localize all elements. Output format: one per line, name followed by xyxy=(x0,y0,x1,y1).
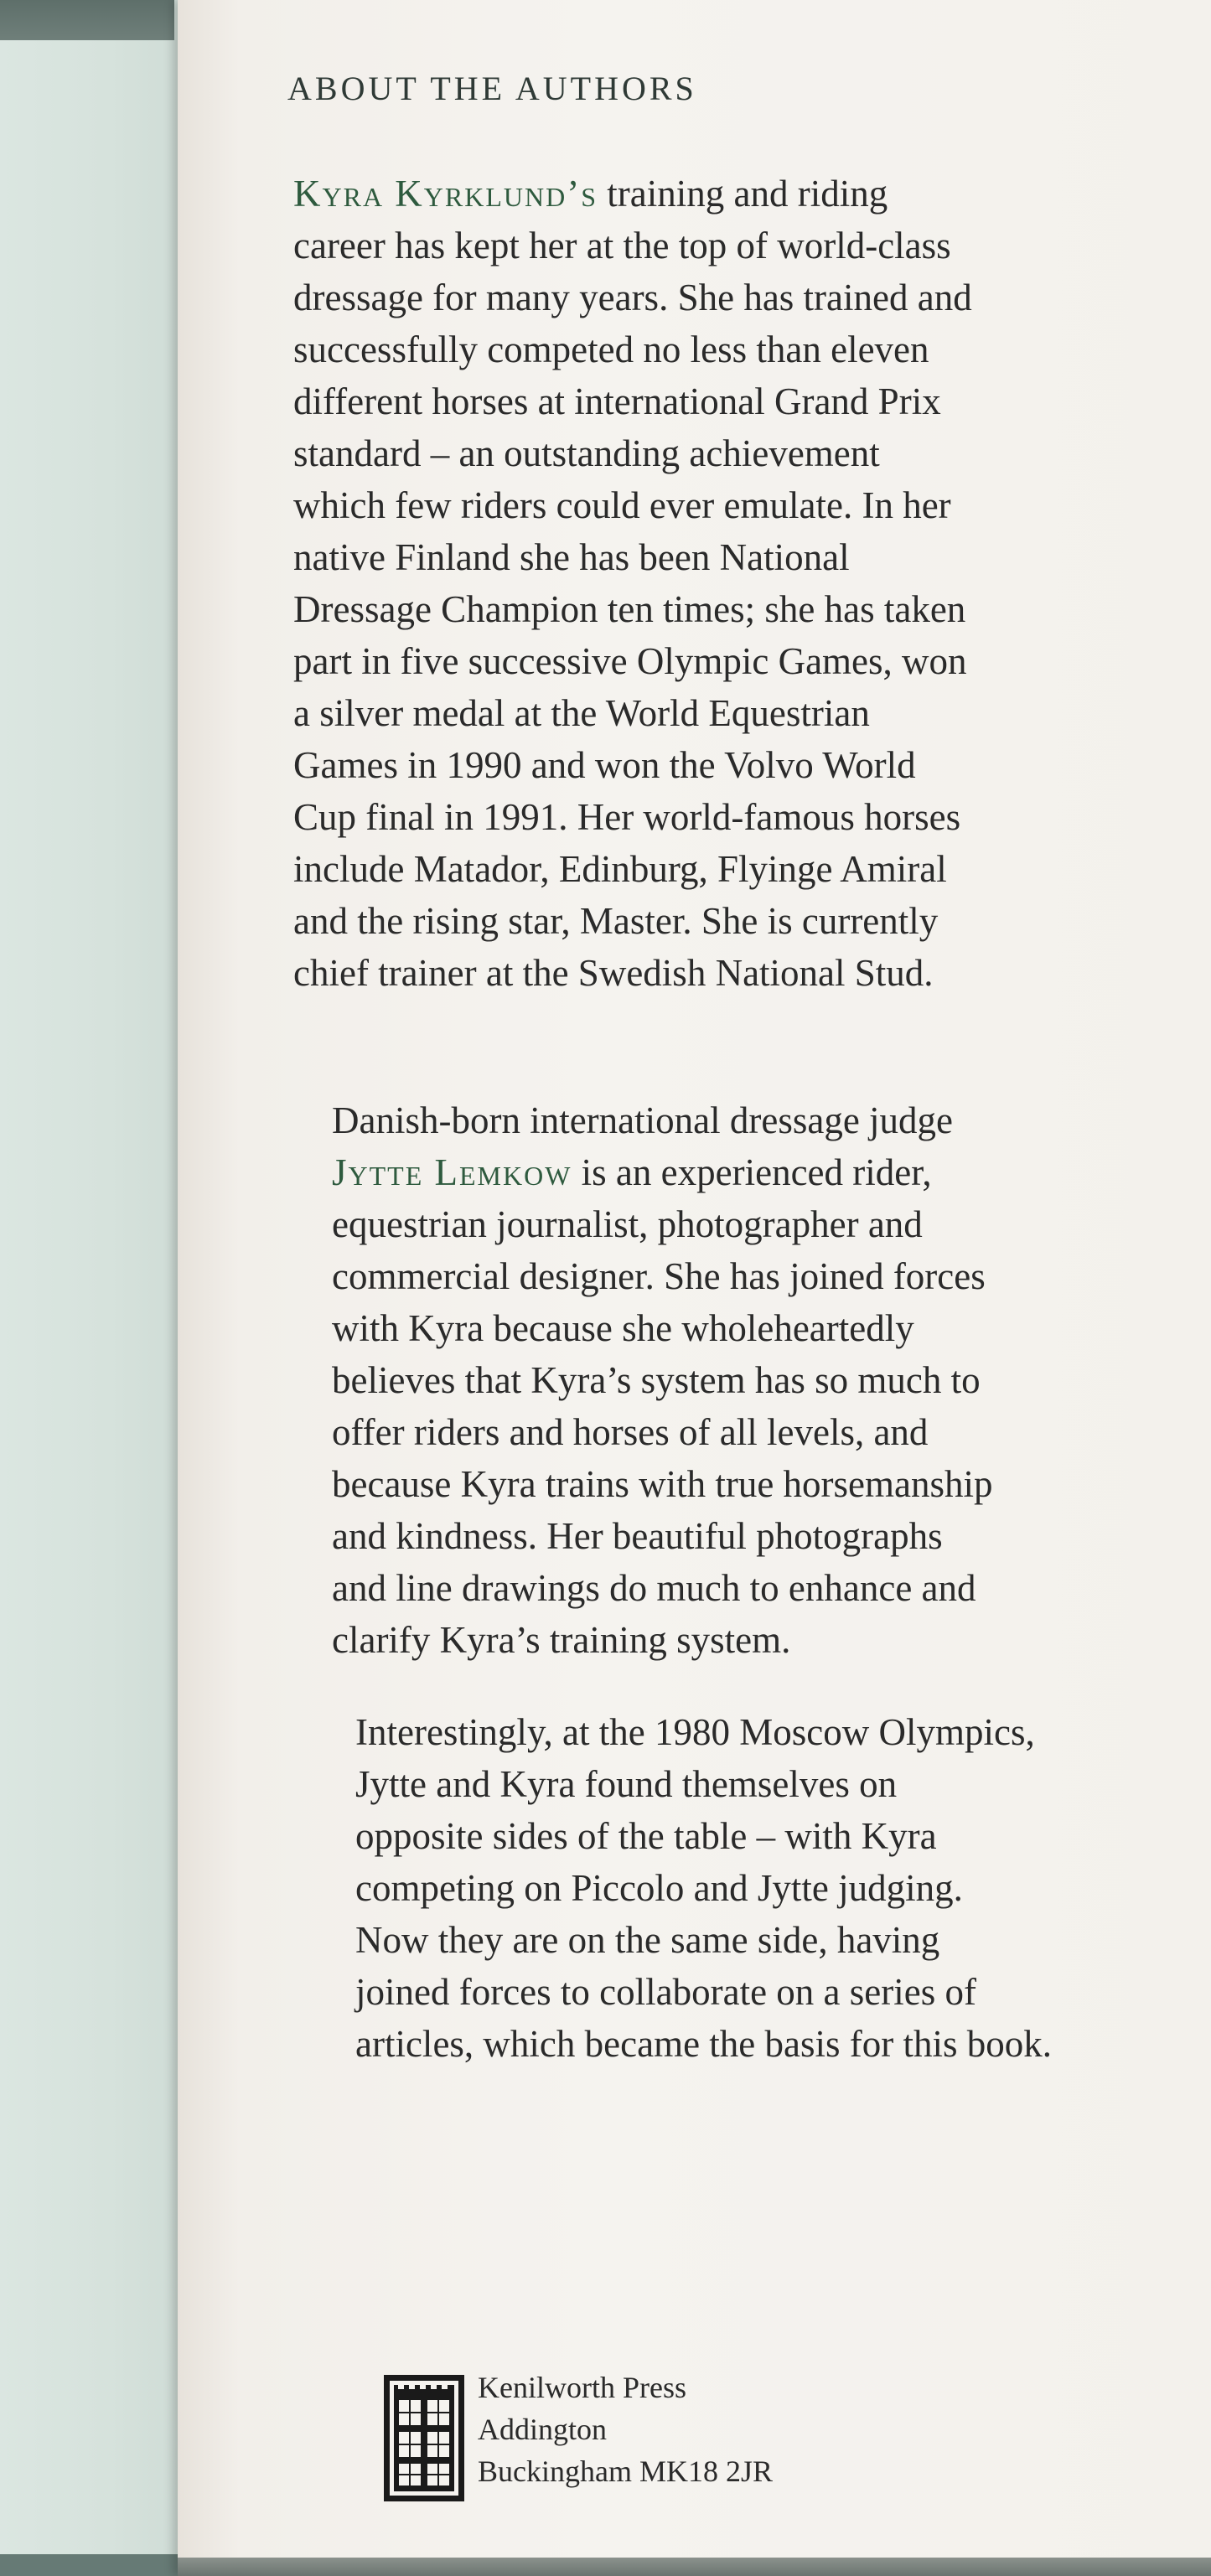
author-name-kyra: Kyra Kyrklund xyxy=(293,173,567,215)
book-cover-board xyxy=(0,0,180,2576)
paragraph-line: commercial designer. She has joined forces xyxy=(332,1255,986,1297)
paragraph-line: and kindness. Her beautiful photographs xyxy=(332,1515,943,1557)
paragraph-line: different horses at international Grand Prix xyxy=(293,380,941,422)
paragraph-line: dressage for many years. She has trained and xyxy=(293,277,972,318)
paragraph-line: offer riders and horses of all levels, and xyxy=(332,1411,929,1453)
publisher-name: Kenilworth Press xyxy=(478,2371,686,2404)
paragraph-line: native Finland she has been National xyxy=(293,536,850,578)
paragraph-line: Games in 1990 and won the Volvo World xyxy=(293,744,916,786)
paragraph-line: Danish-born international dressage judge xyxy=(332,1099,954,1141)
paragraph-line xyxy=(332,1146,1211,1198)
castle-tower-icon xyxy=(382,2373,466,2503)
paragraph-line: believes that Kyra’s system has so much to xyxy=(332,1359,981,1401)
paragraph-line: Dressage Champion ten times; she has taken xyxy=(293,588,966,630)
flap-bottom-edge xyxy=(178,2558,1211,2576)
paragraph-line: equestrian journalist, photographer and xyxy=(332,1203,923,1245)
publisher-imprint xyxy=(382,2367,773,2503)
paragraph-line: career has kept her at the top of world-class xyxy=(293,225,951,266)
line-text: is an experienced rider, xyxy=(572,1151,932,1193)
paragraph-line: competing on Piccolo and Jytte judging. xyxy=(355,1867,963,1909)
publisher-address xyxy=(478,2367,773,2492)
paragraph-line: Now they are on the same side, having xyxy=(355,1919,940,1961)
paragraph-line: Interestingly, at the 1980 Moscow Olympics, xyxy=(355,1711,1035,1753)
paragraph-line: Cup final in 1991. Her world-famous horses xyxy=(293,796,961,838)
publisher-postal-address: Buckingham MK18 2JR xyxy=(478,2454,774,2488)
line-text: training and riding xyxy=(598,173,888,215)
paragraph-collaboration xyxy=(355,1706,1211,2070)
paragraph-jytte-bio xyxy=(332,1094,1211,1666)
paragraph-line: because Kyra trains with true horsemanship xyxy=(332,1463,993,1505)
paragraph-line: clarify Kyra’s training system. xyxy=(332,1619,791,1661)
paragraph-line: articles, which became the basis for this book. xyxy=(355,2023,1053,2065)
paragraph-line: chief trainer at the Swedish National Stud. xyxy=(293,952,934,994)
paragraph-line: standard – an outstanding achievement xyxy=(293,432,880,474)
paragraph-kyra-bio xyxy=(293,168,1198,999)
paragraph-line: a silver medal at the World Equestrian xyxy=(293,692,870,734)
publisher-town: Addington xyxy=(478,2413,608,2446)
paragraph-line: and line drawings do much to enhance and xyxy=(332,1567,976,1609)
paragraph-line: and the rising star, Master. She is currently xyxy=(293,900,939,942)
section-heading: ABOUT THE AUTHORS xyxy=(287,70,697,107)
paragraph-line: opposite sides of the table – with Kyra xyxy=(355,1815,937,1857)
paragraph-line: joined forces to collaborate on a series of xyxy=(355,1971,976,2013)
paragraph-line: Jytte and Kyra found themselves on xyxy=(355,1763,898,1805)
cover-top-edge xyxy=(0,0,174,40)
paragraph-line: which few riders could ever emulate. In her xyxy=(293,484,951,526)
paragraph-line: with Kyra because she wholeheartedly xyxy=(332,1307,914,1349)
author-name-possessive: ’s xyxy=(567,173,598,215)
paragraph-line: include Matador, Edinburg, Flyinge Amiral xyxy=(293,848,947,890)
paragraph-line: part in five successive Olympic Games, won xyxy=(293,640,967,682)
cover-bottom-edge xyxy=(0,2554,180,2576)
paragraph-line xyxy=(293,168,1198,220)
paragraph-line: successfully competed no less than eleven xyxy=(293,328,929,370)
author-name-jytte: Jytte Lemkow xyxy=(332,1151,572,1193)
